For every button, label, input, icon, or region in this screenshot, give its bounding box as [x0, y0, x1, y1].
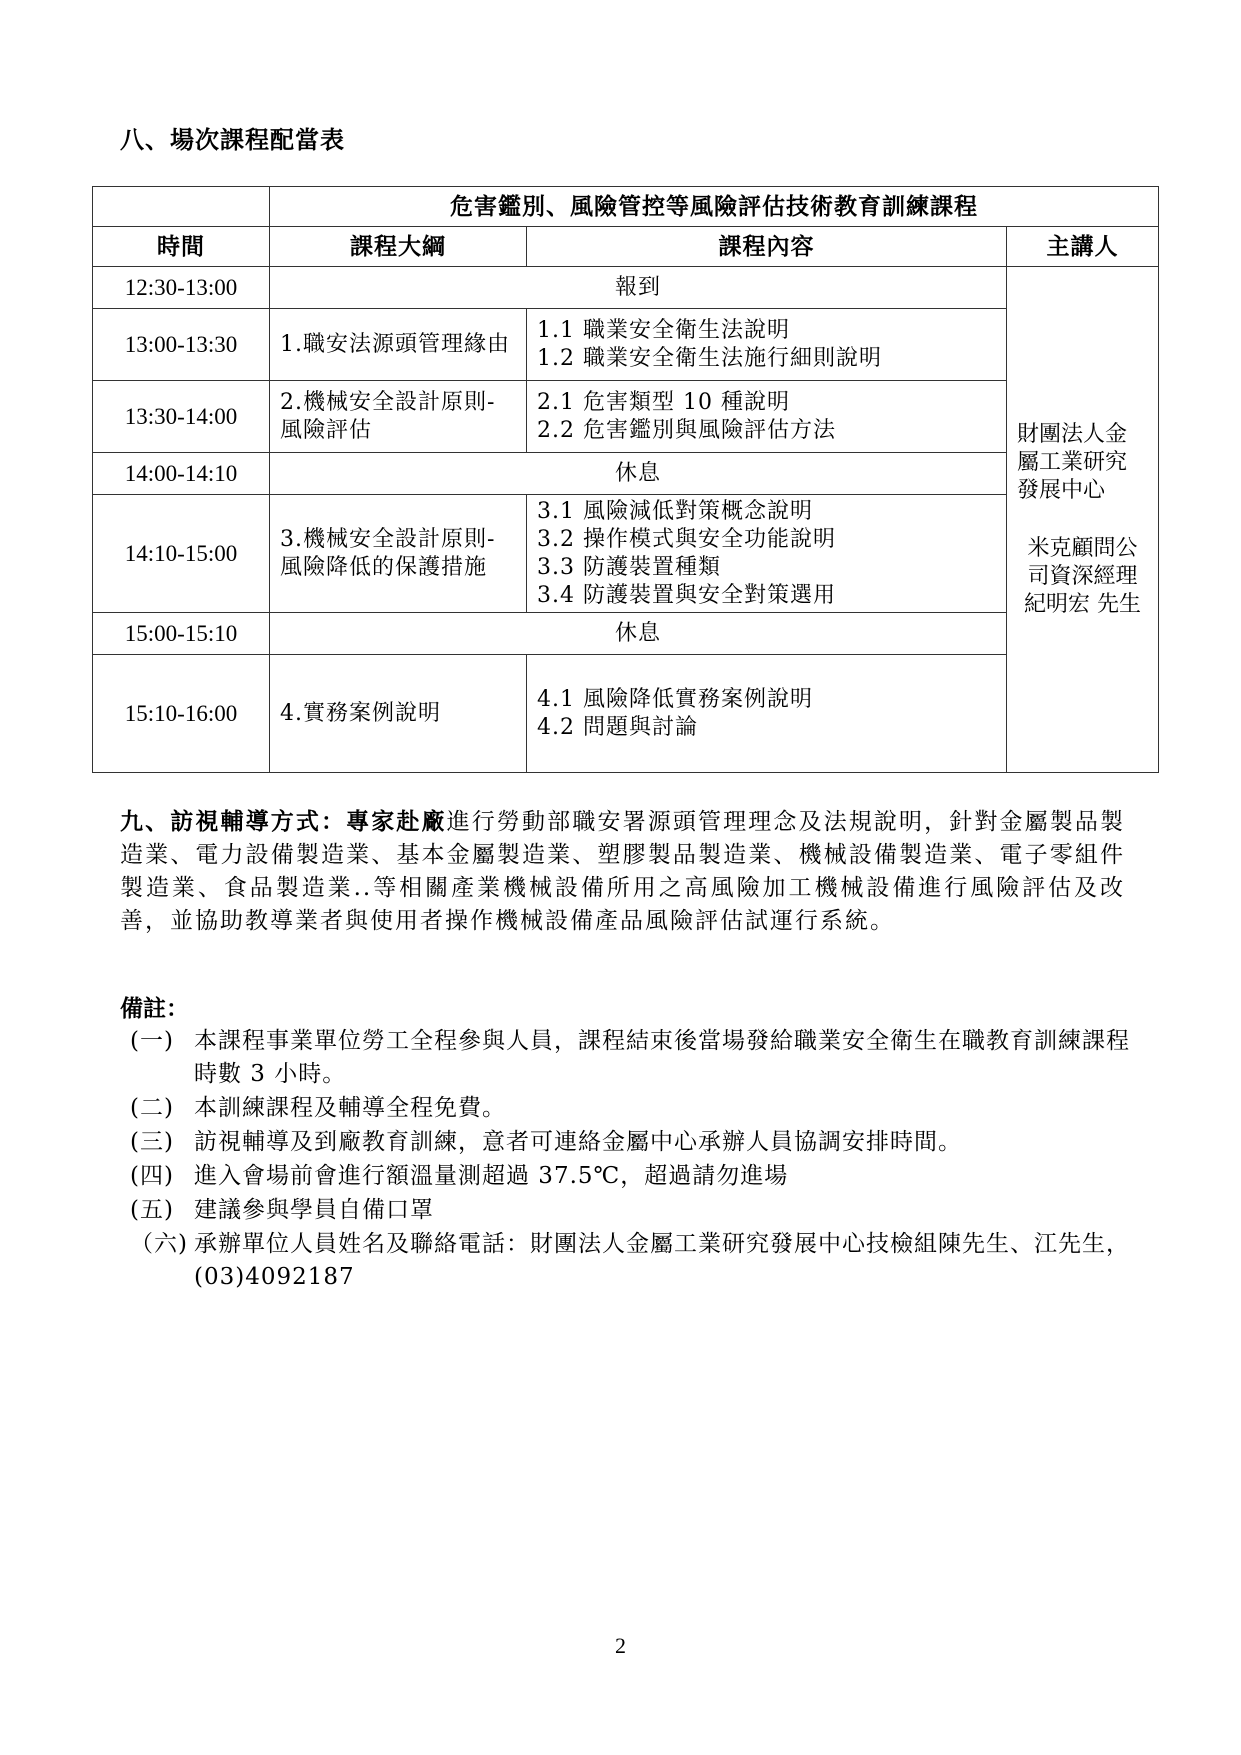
- outline-cell: 3.機械安全設計原則-風險降低的保護措施: [270, 495, 527, 613]
- header-speaker: 主講人: [1007, 227, 1159, 267]
- note-number: (三): [130, 1129, 174, 1155]
- list-item: [130, 1092, 1140, 1125]
- note-text: 本課程事業單位勞工全程參與人員，課程結束後當場發給職業安全衛生在職教育訓練課程時數 3 小時。: [194, 1028, 1130, 1087]
- table-row: [93, 309, 1159, 381]
- outline-cell: 1.職安法源頭管理緣由: [270, 309, 527, 381]
- content-line: 4.2 問題與討論: [537, 714, 698, 740]
- note-text: 進入會場前會進行額溫量測超過 37.5℃，超過請勿進場: [194, 1163, 789, 1189]
- note-number: (五): [130, 1197, 174, 1223]
- note-number: (一): [130, 1028, 174, 1054]
- list-item: [130, 1126, 1140, 1159]
- page-number: 2: [615, 1633, 626, 1658]
- table-title-row: [93, 187, 1159, 227]
- table-row: [93, 495, 1159, 613]
- time-cell: 15:00-15:10: [93, 613, 270, 655]
- outline-cell: 2.機械安全設計原則-風險評估: [270, 381, 527, 453]
- content-line: 2.1 危害類型 10 種說明: [537, 389, 790, 415]
- break-cell: 休息: [270, 613, 1007, 655]
- header-content: 課程內容: [527, 227, 1007, 267]
- content-cell: [527, 495, 1007, 613]
- note-text: 建議參與學員自備口罩: [194, 1197, 434, 1223]
- header-outline: 課程大綱: [270, 227, 527, 267]
- content-cell: [527, 381, 1007, 453]
- time-cell: 14:00-14:10: [93, 453, 270, 495]
- notes-list: [130, 1025, 1140, 1295]
- course-schedule-table: [92, 186, 1159, 773]
- checkin-cell: 報到: [270, 267, 1007, 309]
- table-row: [93, 267, 1159, 309]
- content-line: 1.2 職業安全衛生法施行細則說明: [537, 345, 882, 371]
- list-item: [130, 1194, 1140, 1227]
- header-time: 時間: [93, 227, 270, 267]
- speaker-cell: [1007, 267, 1159, 773]
- empty-corner-cell: [93, 187, 270, 227]
- time-cell: 13:00-13:30: [93, 309, 270, 381]
- section-9-paragraph: [120, 805, 1125, 938]
- time-cell: 12:30-13:00: [93, 267, 270, 309]
- section-9-label: 九、訪視輔導方式：: [120, 808, 347, 835]
- content-line: 3.4 防護裝置與安全對策選用: [537, 582, 836, 608]
- content-line: 4.1 風險降低實務案例說明: [537, 686, 813, 712]
- table-row: [93, 613, 1159, 655]
- speaker-organization: 財團法人金屬工業研究發展中心: [1017, 421, 1128, 503]
- time-cell: 13:30-14:00: [93, 381, 270, 453]
- note-number: (二): [130, 1095, 174, 1121]
- content-line: 3.1 風險減低對策概念說明: [537, 498, 813, 524]
- list-item: [130, 1228, 1140, 1294]
- note-text: 訪視輔導及到廠教育訓練，意者可連絡金屬中心承辦人員協調安排時間。: [194, 1129, 962, 1155]
- table-header-row: [93, 227, 1159, 267]
- outline-cell: 4.實務案例說明: [270, 655, 527, 773]
- content-line: 3.2 操作模式與安全功能說明: [537, 526, 836, 552]
- table-row: [93, 381, 1159, 453]
- content-line: 2.2 危害鑑別與風險評估方法: [537, 417, 836, 443]
- note-number: （六): [130, 1231, 188, 1257]
- note-text: 本訓練課程及輔導全程免費。: [194, 1095, 506, 1121]
- note-number: (四): [130, 1163, 174, 1189]
- content-cell: [527, 655, 1007, 773]
- section-9-text: 進行勞動部職安署源頭管理理念及法規說明，針對金屬製品製造業、電力設備製造業、基本金屬製造業、塑膠製品製造業、機械設備製造業、電子零組件製造業、食品製造業..等相關產業機械設備所用之高風險加工機械設備進行風險評估及改善，並協助教導業者與使用者操作機械設備產品風險評估試運行系統。: [120, 809, 1126, 934]
- time-cell: 15:10-16:00: [93, 655, 270, 773]
- notes-title: 備註：: [120, 995, 189, 1022]
- table-row: [93, 453, 1159, 495]
- section-8-title: 八、場次課程配當表: [120, 125, 345, 154]
- content-cell: [527, 309, 1007, 381]
- list-item: [130, 1025, 1140, 1091]
- break-cell: 休息: [270, 453, 1007, 495]
- time-cell: 14:10-15:00: [93, 495, 270, 613]
- speaker-name: 米克顧問公司資深經理紀明宏 先生: [1024, 535, 1141, 617]
- section-9-bold-phrase: 專家赴廠: [346, 808, 447, 835]
- content-line: 3.3 防護裝置種類: [537, 554, 721, 580]
- course-title: 危害鑑別、風險管控等風險評估技術教育訓練課程: [270, 187, 1159, 227]
- note-text: 承辦單位人員姓名及聯絡電話：財團法人金屬工業研究發展中心技檢組陳先生、江先生，(03)4092187: [194, 1231, 1130, 1290]
- table-row: [93, 655, 1159, 773]
- list-item: [130, 1160, 1140, 1193]
- content-line: 1.1 職業安全衛生法說明: [537, 317, 790, 343]
